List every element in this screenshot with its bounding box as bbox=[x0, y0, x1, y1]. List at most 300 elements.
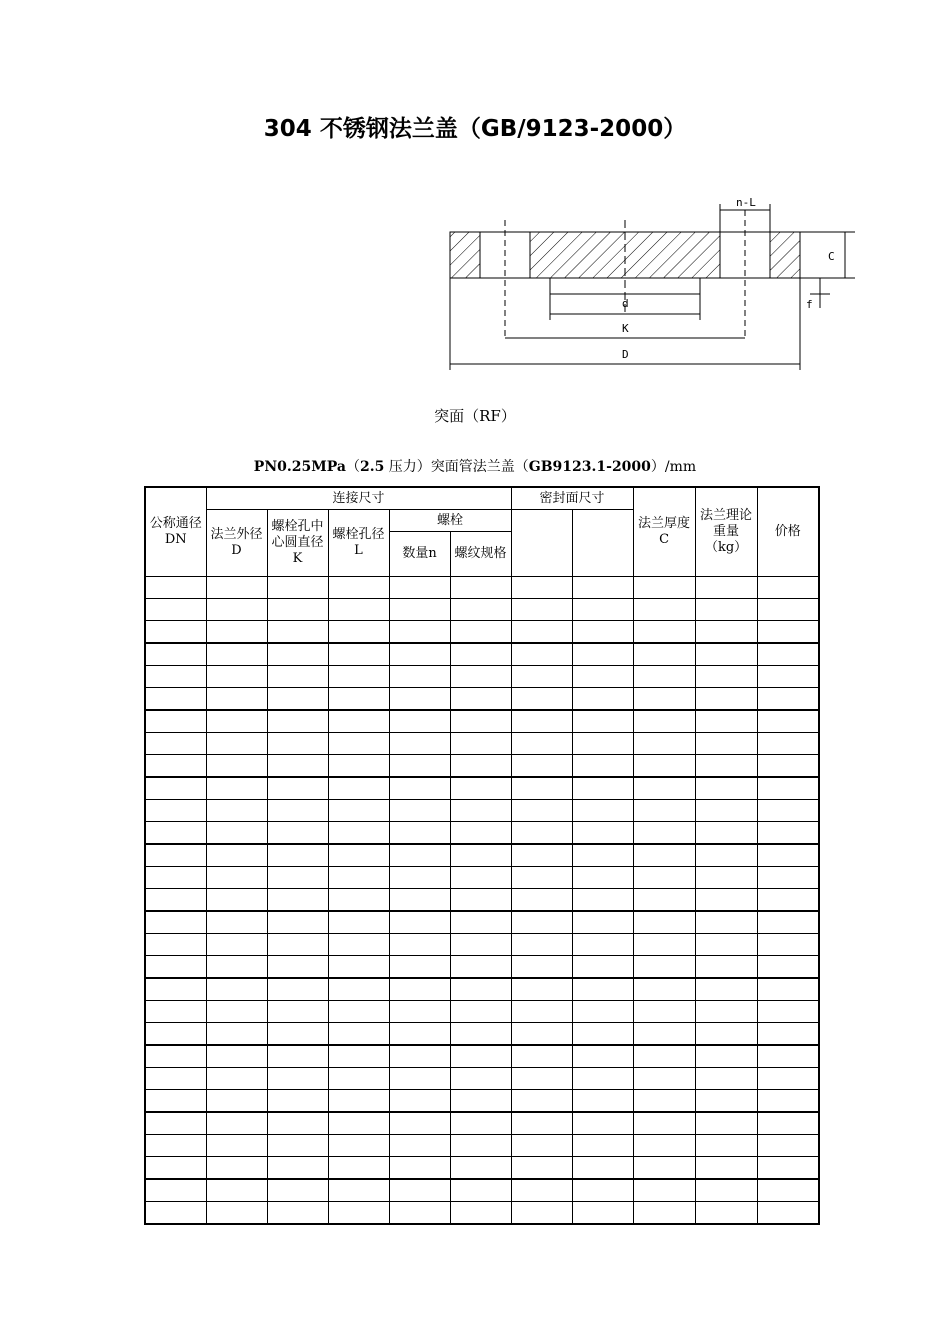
table-cell bbox=[757, 800, 819, 822]
table-cell bbox=[695, 1023, 757, 1046]
table-cell bbox=[450, 733, 511, 755]
table-cell bbox=[389, 800, 450, 822]
table-cell bbox=[450, 688, 511, 711]
table-cell bbox=[145, 889, 206, 912]
table-cell bbox=[267, 733, 328, 755]
table-cell bbox=[633, 666, 695, 688]
table-cell bbox=[389, 1202, 450, 1225]
table-cell bbox=[633, 800, 695, 822]
table-cell bbox=[572, 755, 633, 778]
table-cell bbox=[633, 688, 695, 711]
table-cell bbox=[267, 1157, 328, 1180]
table-cell bbox=[389, 1068, 450, 1090]
subtitle-unit: ）/mm bbox=[650, 459, 697, 475]
table-cell bbox=[267, 643, 328, 666]
table-cell bbox=[267, 577, 328, 599]
table-cell bbox=[633, 1068, 695, 1090]
table-cell bbox=[695, 1202, 757, 1225]
table-cell bbox=[695, 978, 757, 1001]
table-cell bbox=[572, 1001, 633, 1023]
table-cell bbox=[206, 934, 267, 956]
header-bolt-circle: 螺栓孔中心圆直径K bbox=[267, 510, 328, 577]
table-cell bbox=[572, 733, 633, 755]
table-cell bbox=[145, 1157, 206, 1180]
table-row bbox=[145, 1112, 819, 1135]
table-cell bbox=[695, 688, 757, 711]
subtitle-paren-open: （ bbox=[345, 459, 360, 475]
table-cell bbox=[450, 911, 511, 934]
table-cell bbox=[757, 1090, 819, 1113]
table-cell bbox=[450, 1112, 511, 1135]
table-cell bbox=[267, 710, 328, 733]
spec-table-body bbox=[145, 577, 819, 1225]
table-cell bbox=[633, 1202, 695, 1225]
table-row bbox=[145, 1045, 819, 1068]
table-cell bbox=[389, 1179, 450, 1202]
table-cell bbox=[633, 599, 695, 621]
table-cell bbox=[328, 1045, 389, 1068]
table-cell bbox=[695, 956, 757, 979]
table-row bbox=[145, 1023, 819, 1046]
table-cell bbox=[267, 666, 328, 688]
table-cell bbox=[633, 822, 695, 845]
table-cell bbox=[145, 710, 206, 733]
header-dn: 公称通径DN bbox=[145, 487, 206, 577]
table-cell bbox=[511, 1135, 572, 1157]
table-row bbox=[145, 1202, 819, 1225]
table-cell bbox=[206, 1023, 267, 1046]
table-row bbox=[145, 666, 819, 688]
table-cell bbox=[695, 1090, 757, 1113]
table-cell bbox=[572, 911, 633, 934]
table-cell bbox=[206, 1202, 267, 1225]
table-cell bbox=[389, 844, 450, 867]
table-cell bbox=[328, 1202, 389, 1225]
table-cell bbox=[145, 800, 206, 822]
label-f: f bbox=[806, 298, 813, 311]
table-cell bbox=[450, 710, 511, 733]
table-cell bbox=[267, 800, 328, 822]
table-cell bbox=[389, 643, 450, 666]
table-cell bbox=[206, 643, 267, 666]
table-cell bbox=[145, 911, 206, 934]
table-row bbox=[145, 889, 819, 912]
table-cell bbox=[206, 978, 267, 1001]
table-row bbox=[145, 599, 819, 621]
table-cell bbox=[389, 733, 450, 755]
table-cell bbox=[450, 800, 511, 822]
table-cell bbox=[267, 911, 328, 934]
table-cell bbox=[450, 1023, 511, 1046]
table-cell bbox=[572, 956, 633, 979]
table-cell bbox=[389, 1001, 450, 1023]
table-row bbox=[145, 822, 819, 845]
table-row bbox=[145, 710, 819, 733]
table-row bbox=[145, 1001, 819, 1023]
table-cell bbox=[695, 844, 757, 867]
table-cell bbox=[450, 1001, 511, 1023]
table-cell bbox=[695, 1157, 757, 1180]
table-cell bbox=[267, 777, 328, 800]
table-cell bbox=[757, 1135, 819, 1157]
table-cell bbox=[267, 621, 328, 644]
table-cell bbox=[389, 867, 450, 889]
table-cell bbox=[633, 1135, 695, 1157]
table-cell bbox=[389, 956, 450, 979]
table-cell bbox=[267, 1112, 328, 1135]
table-cell bbox=[267, 599, 328, 621]
table-cell bbox=[206, 844, 267, 867]
table-cell bbox=[572, 1023, 633, 1046]
header-bolt-hole: 螺栓孔径L bbox=[328, 510, 389, 577]
table-cell bbox=[757, 1023, 819, 1046]
table-cell bbox=[145, 822, 206, 845]
table-cell bbox=[511, 934, 572, 956]
table-cell bbox=[267, 1135, 328, 1157]
table-cell bbox=[511, 1023, 572, 1046]
table-cell bbox=[757, 844, 819, 867]
table-cell bbox=[389, 978, 450, 1001]
table-cell bbox=[389, 889, 450, 912]
table-cell bbox=[206, 777, 267, 800]
table-cell bbox=[145, 599, 206, 621]
table-cell bbox=[450, 956, 511, 979]
table-cell bbox=[328, 733, 389, 755]
table-cell bbox=[145, 1045, 206, 1068]
table-cell bbox=[757, 911, 819, 934]
table-cell bbox=[633, 1023, 695, 1046]
table-cell bbox=[145, 666, 206, 688]
table-row bbox=[145, 688, 819, 711]
table-cell bbox=[145, 1135, 206, 1157]
table-cell bbox=[695, 934, 757, 956]
table-cell bbox=[328, 1157, 389, 1180]
table-cell bbox=[695, 621, 757, 644]
table-row bbox=[145, 1179, 819, 1202]
table-cell bbox=[206, 755, 267, 778]
table-cell bbox=[633, 934, 695, 956]
table-cell bbox=[145, 934, 206, 956]
table-cell bbox=[572, 621, 633, 644]
table-cell bbox=[450, 777, 511, 800]
table-row bbox=[145, 844, 819, 867]
table-cell bbox=[328, 978, 389, 1001]
table-cell bbox=[328, 1090, 389, 1113]
table-cell bbox=[633, 1090, 695, 1113]
table-cell bbox=[695, 800, 757, 822]
table-cell bbox=[389, 666, 450, 688]
table-cell bbox=[389, 1045, 450, 1068]
table-cell bbox=[572, 688, 633, 711]
table-cell bbox=[572, 1112, 633, 1135]
table-row bbox=[145, 755, 819, 778]
table-cell bbox=[450, 934, 511, 956]
table-cell bbox=[328, 800, 389, 822]
table-cell bbox=[757, 1068, 819, 1090]
table-cell bbox=[633, 867, 695, 889]
table-cell bbox=[328, 755, 389, 778]
table-cell bbox=[145, 733, 206, 755]
table-cell bbox=[511, 643, 572, 666]
table-cell bbox=[389, 777, 450, 800]
table-cell bbox=[145, 956, 206, 979]
table-cell bbox=[328, 666, 389, 688]
table-cell bbox=[572, 577, 633, 599]
table-cell bbox=[206, 1001, 267, 1023]
table-row bbox=[145, 777, 819, 800]
table-cell bbox=[757, 1179, 819, 1202]
table-cell bbox=[145, 777, 206, 800]
table-row bbox=[145, 934, 819, 956]
table-cell bbox=[757, 1157, 819, 1180]
table-cell bbox=[695, 643, 757, 666]
subtitle-value: 2.5 bbox=[359, 459, 385, 475]
spec-table bbox=[144, 486, 820, 1225]
table-cell bbox=[757, 577, 819, 599]
table-cell bbox=[633, 755, 695, 778]
header-seal-1 bbox=[511, 510, 572, 577]
table-cell bbox=[695, 1001, 757, 1023]
table-cell bbox=[389, 1090, 450, 1113]
table-cell bbox=[757, 755, 819, 778]
table-cell bbox=[572, 889, 633, 912]
table-cell bbox=[450, 1090, 511, 1113]
table-cell bbox=[145, 1112, 206, 1135]
table-cell bbox=[450, 643, 511, 666]
table-cell bbox=[511, 733, 572, 755]
table-cell bbox=[450, 755, 511, 778]
table-cell bbox=[328, 777, 389, 800]
table-cell bbox=[511, 710, 572, 733]
table-row bbox=[145, 733, 819, 755]
subtitle-pressure: PN0.25MPa bbox=[253, 459, 346, 475]
table-cell bbox=[511, 911, 572, 934]
table-cell bbox=[450, 599, 511, 621]
table-cell bbox=[757, 822, 819, 845]
table-cell bbox=[757, 867, 819, 889]
table-cell bbox=[757, 1001, 819, 1023]
table-cell bbox=[572, 1045, 633, 1068]
table-cell bbox=[145, 1202, 206, 1225]
table-cell bbox=[633, 1112, 695, 1135]
table-cell bbox=[267, 844, 328, 867]
table-cell bbox=[695, 867, 757, 889]
table-cell bbox=[328, 934, 389, 956]
table-row bbox=[145, 978, 819, 1001]
table-cell bbox=[511, 822, 572, 845]
table-cell bbox=[267, 755, 328, 778]
table-cell bbox=[206, 1112, 267, 1135]
table-cell bbox=[695, 599, 757, 621]
table-cell bbox=[511, 844, 572, 867]
table-cell bbox=[757, 643, 819, 666]
table-cell bbox=[695, 1135, 757, 1157]
table-cell bbox=[511, 1068, 572, 1090]
table-row bbox=[145, 867, 819, 889]
table-cell bbox=[695, 889, 757, 912]
table-cell bbox=[389, 621, 450, 644]
table-cell bbox=[757, 934, 819, 956]
header-bolt-group: 螺栓 bbox=[389, 510, 511, 532]
subtitle-standard: GB9123.1-2000 bbox=[528, 459, 651, 475]
table-cell bbox=[328, 889, 389, 912]
table-row bbox=[145, 1090, 819, 1113]
table-cell bbox=[511, 800, 572, 822]
table-cell bbox=[572, 1202, 633, 1225]
table-cell bbox=[267, 956, 328, 979]
table-cell bbox=[511, 1112, 572, 1135]
table-cell bbox=[389, 934, 450, 956]
table-cell bbox=[757, 599, 819, 621]
table-cell bbox=[695, 1112, 757, 1135]
table-cell bbox=[695, 1179, 757, 1202]
table-cell bbox=[206, 889, 267, 912]
table-cell bbox=[757, 956, 819, 979]
table-cell bbox=[389, 688, 450, 711]
table-cell bbox=[328, 911, 389, 934]
table-cell bbox=[511, 978, 572, 1001]
header-seal-group: 密封面尺寸 bbox=[511, 487, 633, 510]
table-cell bbox=[757, 978, 819, 1001]
table-cell bbox=[145, 1179, 206, 1202]
table-cell bbox=[328, 688, 389, 711]
label-k: K bbox=[622, 322, 629, 335]
table-cell bbox=[450, 1135, 511, 1157]
header-bolt-count: 数量n bbox=[389, 532, 450, 577]
table-cell bbox=[511, 777, 572, 800]
drawing-caption: 突面（RF） bbox=[434, 407, 516, 425]
table-cell bbox=[145, 1090, 206, 1113]
table-cell bbox=[328, 1068, 389, 1090]
table-cell bbox=[633, 844, 695, 867]
table-cell bbox=[328, 577, 389, 599]
table-cell bbox=[267, 867, 328, 889]
table-row bbox=[145, 911, 819, 934]
table-cell bbox=[328, 844, 389, 867]
table-row bbox=[145, 956, 819, 979]
table-cell bbox=[328, 1135, 389, 1157]
table-cell bbox=[572, 978, 633, 1001]
table-row bbox=[145, 800, 819, 822]
table-cell bbox=[267, 934, 328, 956]
flange-section bbox=[450, 210, 800, 340]
table-cell bbox=[572, 777, 633, 800]
flange-cover-drawing bbox=[440, 190, 860, 380]
table-cell bbox=[267, 1090, 328, 1113]
table-cell bbox=[145, 643, 206, 666]
table-cell bbox=[511, 1157, 572, 1180]
table-cell bbox=[328, 710, 389, 733]
table-cell bbox=[267, 978, 328, 1001]
table-cell bbox=[757, 1202, 819, 1225]
table-cell bbox=[450, 1045, 511, 1068]
table-row bbox=[145, 1068, 819, 1090]
table-cell bbox=[633, 1045, 695, 1068]
table-cell bbox=[328, 956, 389, 979]
table-cell bbox=[511, 577, 572, 599]
table-cell bbox=[206, 688, 267, 711]
table-cell bbox=[145, 844, 206, 867]
table-cell bbox=[389, 755, 450, 778]
table-cell bbox=[572, 1135, 633, 1157]
table-cell bbox=[757, 889, 819, 912]
table-cell bbox=[328, 599, 389, 621]
table-cell bbox=[389, 822, 450, 845]
table-cell bbox=[511, 889, 572, 912]
table-cell bbox=[757, 666, 819, 688]
table-cell bbox=[572, 800, 633, 822]
table-cell bbox=[511, 1001, 572, 1023]
subtitle-text: 压力）突面管法兰盖（ bbox=[384, 459, 529, 475]
table-cell bbox=[389, 1112, 450, 1135]
table-cell bbox=[145, 867, 206, 889]
table-cell bbox=[389, 577, 450, 599]
table-cell bbox=[328, 867, 389, 889]
table-cell bbox=[206, 822, 267, 845]
table-cell bbox=[511, 755, 572, 778]
label-d: d bbox=[622, 297, 629, 310]
table-cell bbox=[572, 1090, 633, 1113]
table-cell bbox=[145, 1068, 206, 1090]
table-row bbox=[145, 577, 819, 599]
header-weight: 法兰理论重量（kg） bbox=[695, 487, 757, 577]
table-cell bbox=[450, 621, 511, 644]
table-cell bbox=[633, 643, 695, 666]
table-cell bbox=[450, 867, 511, 889]
table-cell bbox=[695, 666, 757, 688]
table-cell bbox=[389, 1023, 450, 1046]
table-cell bbox=[206, 1157, 267, 1180]
table-cell bbox=[267, 822, 328, 845]
table-cell bbox=[145, 1001, 206, 1023]
header-thickness: 法兰厚度C bbox=[633, 487, 695, 577]
table-cell bbox=[145, 688, 206, 711]
table-cell bbox=[145, 1023, 206, 1046]
header-outer-diameter: 法兰外径D bbox=[206, 510, 267, 577]
table-cell bbox=[511, 688, 572, 711]
table-cell bbox=[450, 822, 511, 845]
table-cell bbox=[572, 844, 633, 867]
table-cell bbox=[572, 822, 633, 845]
table-cell bbox=[328, 1179, 389, 1202]
table-cell bbox=[695, 710, 757, 733]
table-cell bbox=[328, 1023, 389, 1046]
label-d-outer: D bbox=[622, 348, 629, 361]
table-cell bbox=[206, 621, 267, 644]
table-cell bbox=[695, 777, 757, 800]
table-cell bbox=[450, 1068, 511, 1090]
table-cell bbox=[572, 867, 633, 889]
table-cell bbox=[695, 1068, 757, 1090]
table-cell bbox=[267, 1179, 328, 1202]
header-seal-2 bbox=[572, 510, 633, 577]
table-cell bbox=[206, 733, 267, 755]
table-row bbox=[145, 621, 819, 644]
table-cell bbox=[450, 978, 511, 1001]
table-cell bbox=[511, 1090, 572, 1113]
table-cell bbox=[328, 621, 389, 644]
table-cell bbox=[511, 666, 572, 688]
table-cell bbox=[389, 1135, 450, 1157]
table-cell bbox=[450, 1202, 511, 1225]
table-cell bbox=[389, 710, 450, 733]
table-row bbox=[145, 1135, 819, 1157]
table-cell bbox=[633, 956, 695, 979]
table-cell bbox=[511, 599, 572, 621]
table-cell bbox=[633, 911, 695, 934]
table-cell bbox=[633, 777, 695, 800]
table-row bbox=[145, 1157, 819, 1180]
